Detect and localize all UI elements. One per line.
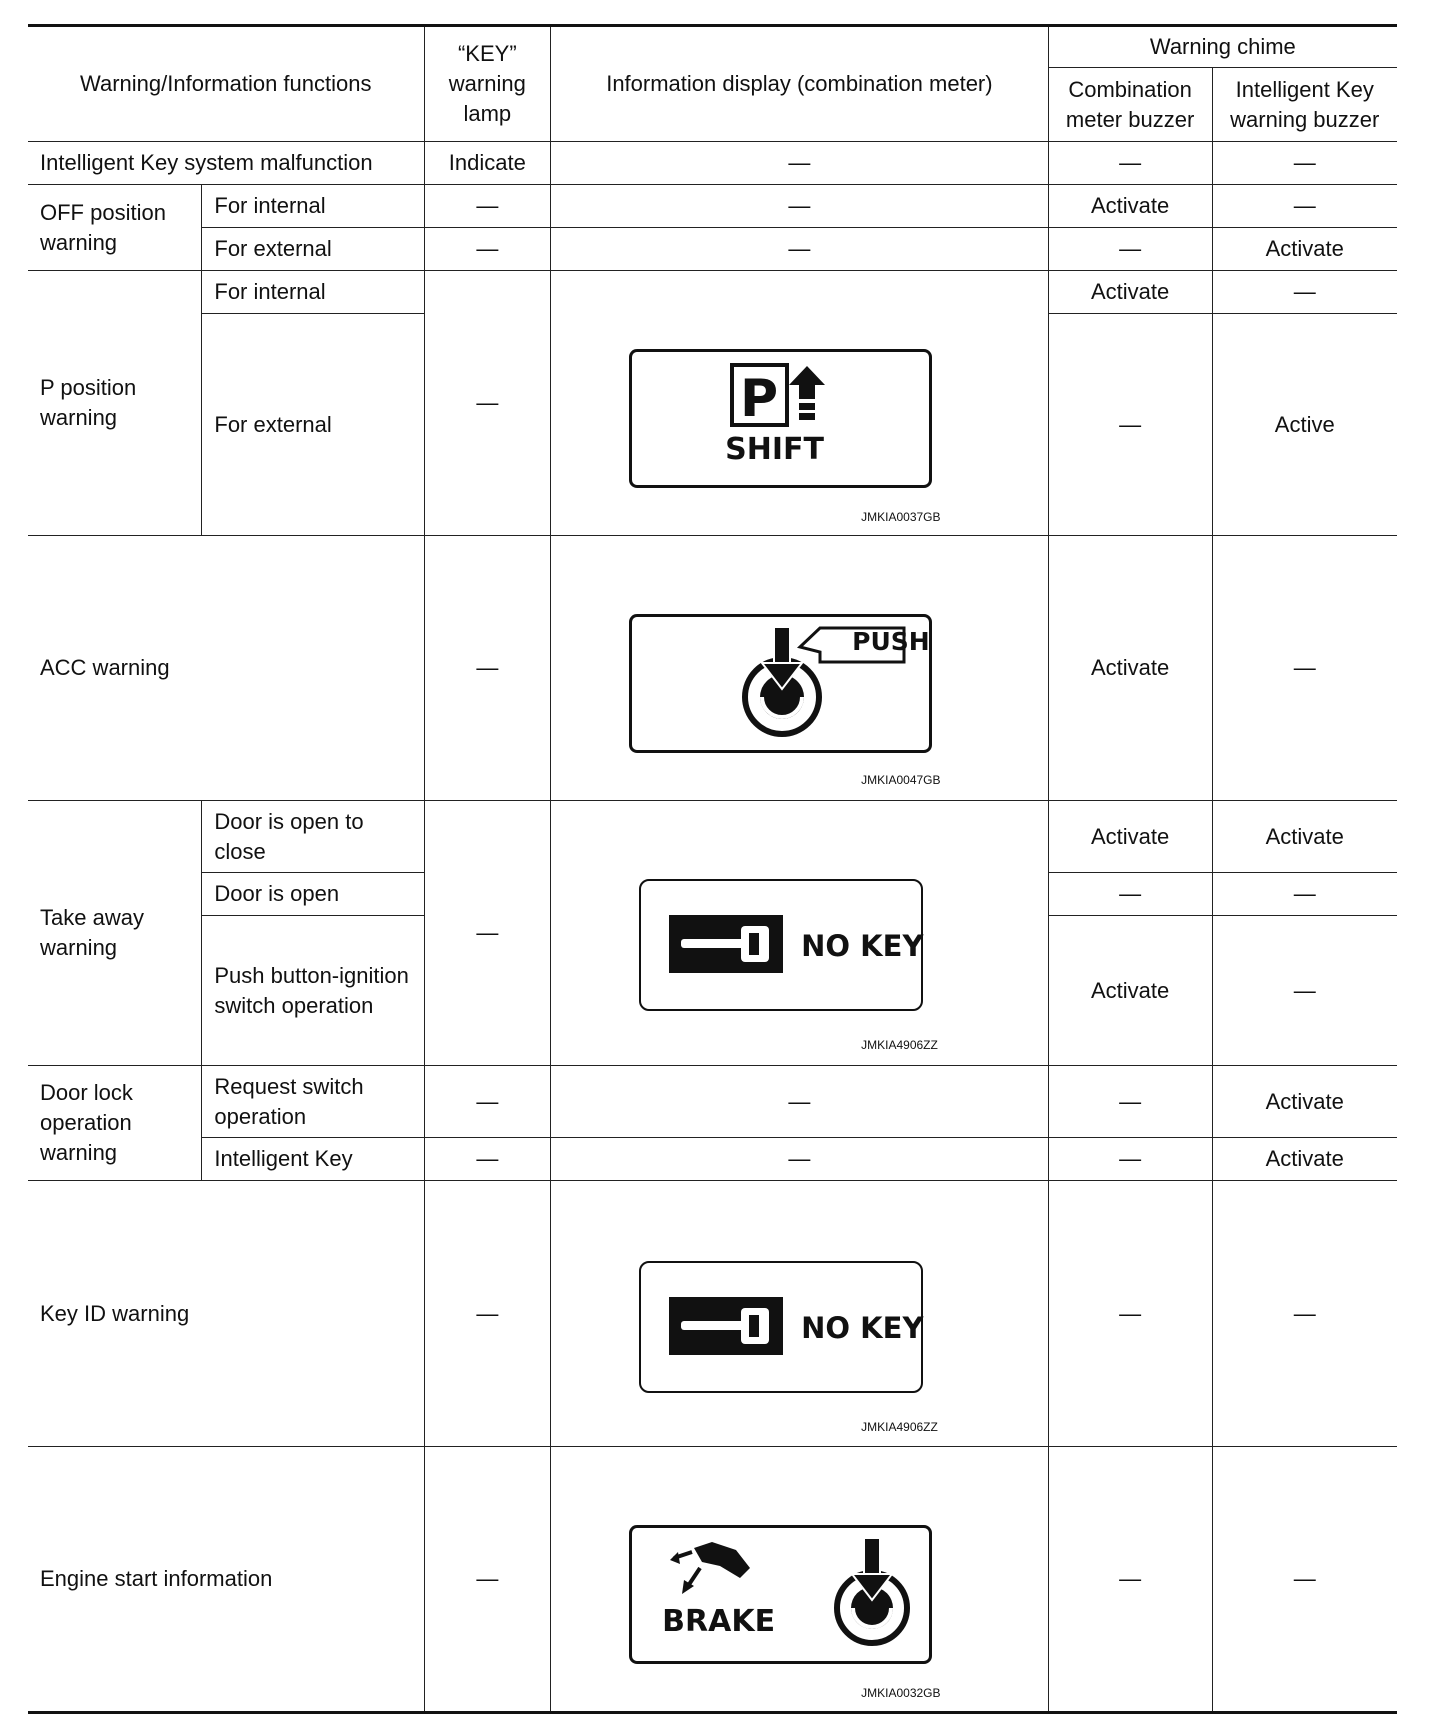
header-key-lamp: “KEY” warning lamp [424,26,551,142]
lamp-value: — [424,1066,551,1138]
table-row [28,1181,1397,1447]
combo-buzzer-value: — [1048,873,1212,916]
ikey-buzzer-value: — [1212,1447,1397,1713]
image-code: JMKIA0037GB [861,510,941,524]
ikey-buzzer-value: — [1212,185,1397,228]
subfunction-label: For internal [202,271,424,314]
combo-buzzer-value: Activate [1048,185,1212,228]
combo-buzzer-value: — [1048,1138,1212,1181]
subfunction-label: Request switch operation [202,1066,424,1138]
function-label: Key ID warning [28,1181,424,1447]
table-row [28,142,1397,185]
combo-buzzer-value: — [1048,314,1212,536]
ikey-buzzer-value: — [1212,1181,1397,1447]
combo-buzzer-value: — [1048,1181,1212,1447]
table-row [28,1066,1397,1138]
table-row [28,536,1397,801]
function-label: Intelligent Key system malfunction [28,142,424,185]
keyid-display-panel [639,1261,923,1393]
combo-buzzer-value: Activate [1048,916,1212,1066]
function-label: Take away warning [28,801,202,1066]
ikey-buzzer-value: — [1212,536,1397,801]
function-label: Door lock operation warning [28,1066,202,1181]
ikey-buzzer-value: Activate [1212,1138,1397,1181]
shift-display-cell [551,271,1049,536]
subfunction-label: Push button-ignition switch operation [202,916,424,1066]
combo-buzzer-value: Activate [1048,801,1212,873]
combo-buzzer-value: — [1048,142,1212,185]
combo-buzzer-value: Activate [1048,271,1212,314]
shift-display-panel [629,349,932,488]
image-code: JMKIA4906ZZ [861,1038,938,1052]
nokey-text: NO KEY [801,1311,924,1345]
table-row [28,801,1397,873]
function-label: ACC warning [28,536,424,801]
subfunction-label: Door is open to close [202,801,424,873]
table-row [28,271,1397,314]
image-code: JMKIA0032GB [861,1686,941,1700]
display-value: — [551,142,1049,185]
ikey-buzzer-value: Activate [1212,1066,1397,1138]
brake-text: BRAKE [662,1604,776,1639]
lamp-value: — [424,271,551,536]
combo-buzzer-value: — [1048,1066,1212,1138]
lamp-value: — [424,1138,551,1181]
lamp-value: — [424,185,551,228]
display-value: — [551,228,1049,271]
table-row [28,1447,1397,1713]
image-code: JMKIA4906ZZ [861,1420,938,1434]
header-warning-chime: Warning chime [1048,26,1397,68]
push-display-cell [551,536,1049,801]
lamp-value: — [424,1447,551,1713]
combo-buzzer-value: — [1048,1447,1212,1713]
table-row [28,228,1397,271]
shift-text: SHIFT [725,432,824,467]
ikey-buzzer-value: — [1212,873,1397,916]
subfunction-label: Door is open [202,873,424,916]
subfunction-label: For internal [202,185,424,228]
header-info-display: Information display (combination meter) [551,26,1049,142]
ikey-buzzer-value: Activate [1212,228,1397,271]
display-value: — [551,1138,1049,1181]
function-label: Engine start information [28,1447,424,1713]
push-display-panel [629,614,932,753]
brake-display-cell [551,1447,1049,1713]
display-value: — [551,185,1049,228]
lamp-value: — [424,801,551,1066]
lamp-value: — [424,1181,551,1447]
function-label: OFF position warning [28,185,202,271]
lamp-value: Indicate [424,142,551,185]
lamp-value: — [424,228,551,271]
combo-buzzer-value: — [1048,228,1212,271]
subfunction-label: Intelligent Key [202,1138,424,1181]
lamp-value: — [424,536,551,801]
ikey-buzzer-value: Activate [1212,801,1397,873]
header-intelligent-buzzer: Intelligent Key warning buzzer [1212,68,1397,142]
ikey-buzzer-value: Active [1212,314,1397,536]
header-functions: Warning/Information functions [28,26,424,142]
subfunction-label: For external [202,314,424,536]
ikey-buzzer-value: — [1212,271,1397,314]
header-combination-buzzer: Combination meter buzzer [1048,68,1212,142]
nokey-text: NO KEY [801,929,924,963]
subfunction-label: For external [202,228,424,271]
image-code: JMKIA0047GB [861,773,941,787]
table-row [28,1138,1397,1181]
ikey-buzzer-value: — [1212,142,1397,185]
push-text: PUSH [852,627,930,656]
ikey-buzzer-value: — [1212,916,1397,1066]
svg-text:P: P [740,369,779,429]
keyid-display-cell [551,1181,1049,1447]
brake-display-panel [629,1525,932,1664]
combo-buzzer-value: Activate [1048,536,1212,801]
nokey-display-panel [639,879,923,1011]
function-label: P position warning [28,271,202,536]
warning-functions-table [28,24,1397,1714]
table-row [28,185,1397,228]
display-value: — [551,1066,1049,1138]
nokey-display-cell [551,801,1049,1066]
